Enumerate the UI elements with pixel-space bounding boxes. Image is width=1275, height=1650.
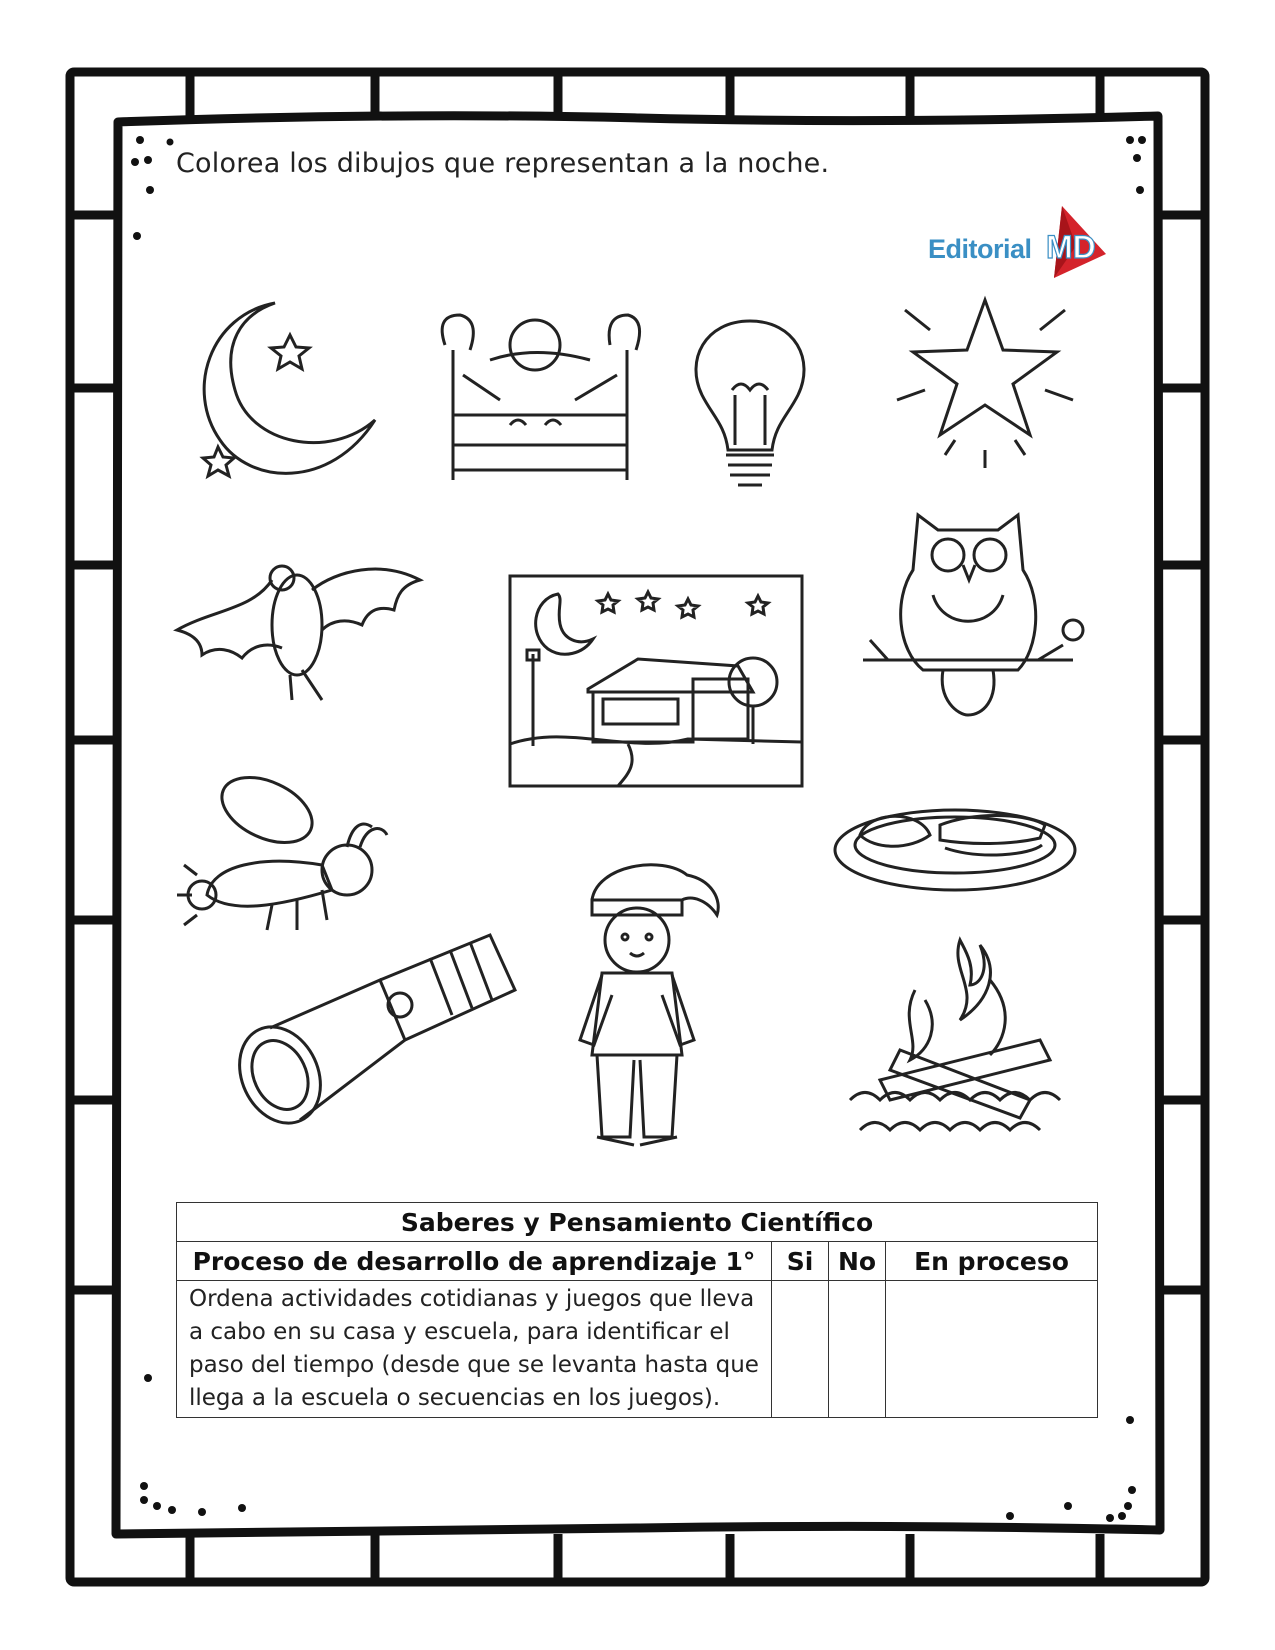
logo-mark-text: MD	[1046, 229, 1096, 265]
flashlight-icon	[230, 930, 530, 1130]
editorial-logo	[928, 202, 1118, 282]
sun-star-icon	[885, 290, 1085, 470]
child-in-bed-icon	[435, 305, 645, 505]
evaluation-table	[176, 1202, 1098, 1418]
plate-of-food-icon	[830, 790, 1080, 900]
table-title: Saberes y Pensamiento Científico	[177, 1203, 1098, 1242]
row-description: Ordena actividades cotidianas y juegos que lleva a cabo en su casa y escuela, para identificar el paso del tiempo (desde que se levanta hasta que llega a la escuela o secuencias en los juegos).	[177, 1281, 772, 1418]
table-row	[177, 1281, 1098, 1418]
table-title-row	[177, 1203, 1098, 1242]
column-header-no: No	[829, 1242, 886, 1281]
column-header-en-proceso: En proceso	[886, 1242, 1098, 1281]
cell-no[interactable]	[829, 1281, 886, 1418]
logo-text: Editorial	[928, 234, 1032, 264]
firefly-icon	[172, 765, 402, 945]
logo-mark-icon	[1036, 202, 1108, 282]
campfire-icon	[840, 930, 1080, 1150]
column-header-si: Si	[772, 1242, 829, 1281]
light-bulb-icon	[680, 315, 820, 495]
table-header-row	[177, 1242, 1098, 1281]
cell-en-proceso[interactable]	[886, 1281, 1098, 1418]
night-house-scene-icon	[508, 574, 804, 788]
instruction-text: Colorea los dibujos que representan a la noche.	[176, 148, 830, 179]
cell-si[interactable]	[772, 1281, 829, 1418]
owl-on-branch-icon	[858, 500, 1088, 730]
column-header-process: Proceso de desarrollo de aprendizaje 1°	[177, 1242, 772, 1281]
moon-with-stars-icon	[180, 295, 390, 495]
child-in-pajamas-icon	[572, 855, 722, 1155]
bat-icon	[172, 550, 432, 710]
